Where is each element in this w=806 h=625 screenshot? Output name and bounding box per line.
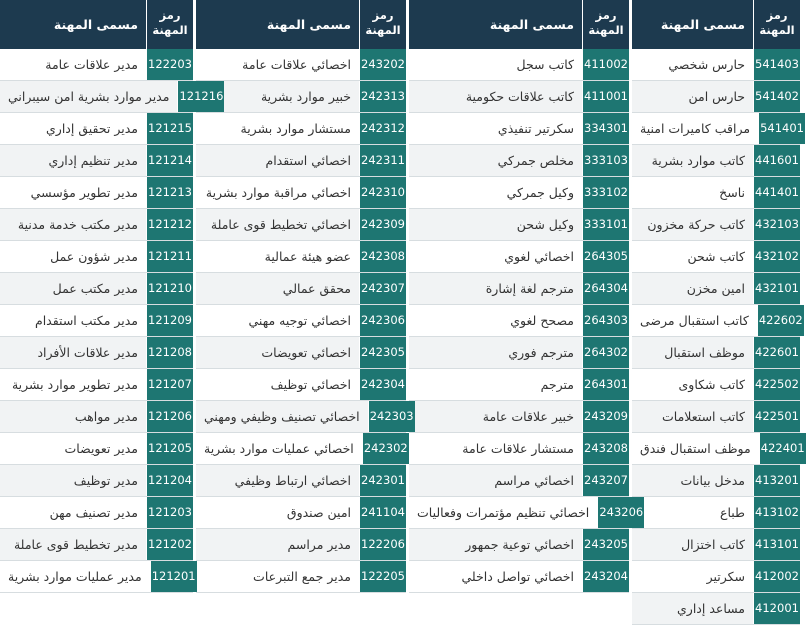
- occupation-table-column-4: [0, 0, 224, 593]
- table-row: [196, 465, 406, 497]
- occupation-title: مدير توظيف: [73, 473, 138, 488]
- occupation-title: كاتب موارد بشرية: [651, 153, 745, 168]
- table-row: [632, 465, 800, 497]
- occupation-code: 121214: [146, 145, 193, 176]
- occupation-code: 122203: [146, 49, 193, 80]
- occupation-title: مصحح لغوي: [510, 313, 574, 328]
- table-row: [632, 113, 804, 145]
- table-row: [196, 81, 406, 113]
- occupation-code: 412001: [753, 593, 800, 624]
- occupation-code: 242303: [368, 401, 415, 432]
- occupation-title: مترجم لغة إشارة: [485, 281, 574, 296]
- table-row: [409, 433, 629, 465]
- occupation-title: مدير تطوير موارد بشرية: [11, 377, 138, 392]
- table-header: [632, 0, 800, 49]
- occupation-code: 242302: [362, 433, 409, 464]
- occupation-title: كاتب استقبال مرضى: [640, 313, 749, 328]
- occupation-title: موظف استقبال: [664, 345, 745, 360]
- table-header: [196, 0, 406, 49]
- table-header: [409, 0, 629, 49]
- occupation-title: مدير شؤون عمل: [50, 249, 138, 264]
- occupation-title: مستشار علاقات عامة: [462, 441, 574, 456]
- table-row: [196, 497, 406, 529]
- occupation-title: مترجم فوري: [508, 345, 574, 360]
- table-row: [196, 401, 414, 433]
- occupation-code: 411001: [582, 81, 629, 112]
- occupation-title: مدير تصنيف مهن: [49, 505, 138, 520]
- occupation-code: 243202: [359, 49, 406, 80]
- table-row: [196, 113, 406, 145]
- table-row: [409, 369, 629, 401]
- occupation-title: اخصائي تخطيط قوى عاملة: [210, 217, 351, 232]
- occupation-title-header: مسمى المهنة: [660, 17, 745, 32]
- occupation-code: 422401: [759, 433, 806, 464]
- table-row: [632, 305, 803, 337]
- table-row: [632, 81, 800, 113]
- occupation-code-header: رمز المهنة: [753, 0, 800, 49]
- table-row: [0, 561, 196, 593]
- occupation-code: 441601: [753, 145, 800, 176]
- table-row: [196, 305, 406, 337]
- table-row: [0, 337, 193, 369]
- table-row: [632, 593, 800, 625]
- occupation-code: 413201: [753, 465, 800, 496]
- occupation-code: 264304: [582, 273, 629, 304]
- occupation-code: 432101: [753, 273, 800, 304]
- occupation-code: 412002: [753, 561, 800, 592]
- occupation-code: 121207: [146, 369, 193, 400]
- occupation-title: اخصائي عمليات موارد بشرية: [204, 441, 354, 456]
- occupation-title: مدير مكتب استقدام: [34, 313, 138, 328]
- occupation-title: مدير موارد بشرية امن سيبراني: [8, 89, 170, 104]
- occupation-title: حارس شخصي: [668, 57, 745, 72]
- occupation-title: مدير مكتب عمل: [52, 281, 138, 296]
- occupation-code: 121203: [146, 497, 193, 528]
- occupation-title: وكيل جمركي: [506, 185, 574, 200]
- occupation-code: 121210: [146, 273, 193, 304]
- occupation-code: 422601: [753, 337, 800, 368]
- table-row: [632, 177, 800, 209]
- table-row: [632, 145, 800, 177]
- occupation-code: 242308: [359, 241, 406, 272]
- occupation-title: مدير مواهب: [74, 409, 138, 424]
- occupation-title: مراقب كاميرات امنية: [640, 121, 751, 136]
- occupation-title: اخصائي تنظيم مؤتمرات وفعاليات: [417, 505, 590, 520]
- table-row: [632, 433, 805, 465]
- occupation-title-header: مسمى المهنة: [266, 17, 351, 32]
- occupation-title: اخصائي مراسم: [494, 473, 574, 488]
- table-row: [409, 49, 629, 81]
- occupation-code: 243206: [597, 497, 644, 528]
- table-row: [409, 497, 644, 529]
- table-row: [0, 529, 193, 561]
- occupation-title: مدخل بيانات: [680, 473, 745, 488]
- occupation-title: مترجم: [540, 377, 574, 392]
- occupation-title: كاتب شكاوى: [678, 377, 745, 392]
- table-row: [409, 209, 629, 241]
- table-row: [0, 465, 193, 497]
- occupation-code: 243204: [582, 561, 629, 592]
- occupation-title: كاتب سجل: [516, 57, 574, 72]
- occupation-code: 122206: [359, 529, 406, 560]
- occupation-title: خبير علاقات عامة: [482, 409, 574, 424]
- table-row: [409, 305, 629, 337]
- table-row: [632, 369, 800, 401]
- occupation-code: 541403: [753, 49, 800, 80]
- table-row: [196, 209, 406, 241]
- occupation-code: 441401: [753, 177, 800, 208]
- table-row: [632, 497, 800, 529]
- occupation-title: كاتب علاقات حكومية: [465, 89, 574, 104]
- occupation-code: 121216: [177, 81, 224, 112]
- occupation-title: سكرتير تنفيذي: [497, 121, 574, 136]
- table-row: [0, 177, 193, 209]
- occupation-code: 243205: [582, 529, 629, 560]
- occupation-code: 413102: [753, 497, 800, 528]
- occupation-code: 121204: [146, 465, 193, 496]
- occupation-title: مدير جمع التبرعات: [253, 569, 351, 584]
- occupation-code: 333101: [582, 209, 629, 240]
- occupation-title: مدير تطوير مؤسسي: [30, 185, 138, 200]
- occupation-code: 264301: [582, 369, 629, 400]
- table-row: [0, 305, 193, 337]
- occupation-code: 242309: [359, 209, 406, 240]
- occupation-title: خبير موارد بشرية: [260, 89, 351, 104]
- occupation-code: 242311: [359, 145, 406, 176]
- occupation-code: 121206: [146, 401, 193, 432]
- occupation-code: 121211: [146, 241, 193, 272]
- occupation-title: كاتب اختزال: [681, 537, 745, 552]
- occupation-title: حارس امن: [688, 89, 745, 104]
- occupation-code: 121205: [146, 433, 193, 464]
- table-row: [196, 49, 406, 81]
- occupation-code: 121202: [146, 529, 193, 560]
- occupation-title: اخصائي توظيف: [270, 377, 351, 392]
- occupation-code: 333102: [582, 177, 629, 208]
- occupation-code: 242305: [359, 337, 406, 368]
- occupation-title: مدير مكتب خدمة مدنية: [17, 217, 138, 232]
- occupation-code: 242310: [359, 177, 406, 208]
- occupation-title: اخصائي توجيه مهني: [248, 313, 351, 328]
- occupation-title: طباع: [720, 505, 745, 520]
- occupation-code: 241104: [359, 497, 406, 528]
- table-row: [196, 177, 406, 209]
- occupation-code: 121212: [146, 209, 193, 240]
- occupation-code: 121209: [146, 305, 193, 336]
- occupation-code: 121215: [146, 113, 193, 144]
- occupation-code: 264303: [582, 305, 629, 336]
- table-row: [632, 337, 800, 369]
- table-row: [0, 209, 193, 241]
- table-row: [196, 433, 406, 465]
- table-row: [632, 241, 800, 273]
- occupation-code: 413101: [753, 529, 800, 560]
- occupation-code: 242313: [359, 81, 406, 112]
- table-row: [196, 145, 406, 177]
- table-row: [0, 49, 193, 81]
- occupation-code-header: رمز المهنة: [582, 0, 629, 49]
- occupation-title: اخصائي تواصل داخلي: [461, 569, 574, 584]
- occupation-code: 333103: [582, 145, 629, 176]
- occupation-code: 541402: [753, 81, 800, 112]
- table-row: [196, 561, 406, 593]
- occupation-code: 243209: [582, 401, 629, 432]
- table-row: [632, 529, 800, 561]
- occupation-title: سكرتير: [706, 569, 745, 584]
- table-row: [409, 145, 629, 177]
- occupation-code: 541401: [758, 113, 805, 144]
- table-row: [409, 273, 629, 305]
- table-row: [409, 81, 629, 113]
- table-row: [632, 401, 800, 433]
- table-row: [409, 465, 629, 497]
- table-row: [632, 49, 800, 81]
- occupation-title: اخصائي استقدام: [265, 153, 351, 168]
- table-row: [0, 241, 193, 273]
- table-row: [409, 241, 629, 273]
- table-row: [196, 337, 406, 369]
- occupation-title: مستشار موارد بشرية: [240, 121, 351, 136]
- table-row: [0, 145, 193, 177]
- occupation-title: مدير تعويضات: [64, 441, 138, 456]
- occupation-code: 121213: [146, 177, 193, 208]
- occupation-code: 121201: [150, 561, 197, 592]
- occupation-code: 422502: [753, 369, 800, 400]
- occupation-title: كاتب حركة مخزون: [647, 217, 745, 232]
- occupation-code: 243207: [582, 465, 629, 496]
- occupation-title: كاتب شحن: [687, 249, 745, 264]
- occupation-code: 411002: [582, 49, 629, 80]
- occupation-title-header: مسمى المهنة: [489, 17, 574, 32]
- table-row: [0, 81, 224, 113]
- table-row: [196, 369, 406, 401]
- occupation-title: اخصائي لغوي: [504, 249, 574, 264]
- table-row: [0, 401, 193, 433]
- table-row: [409, 337, 629, 369]
- occupation-title: محقق عمالي: [282, 281, 351, 296]
- table-row: [632, 561, 800, 593]
- occupation-table-column-1: [632, 0, 805, 625]
- occupation-code: 243208: [582, 433, 629, 464]
- table-row: [0, 273, 193, 305]
- occupation-code: 264302: [582, 337, 629, 368]
- occupation-table-column-3: [196, 0, 414, 593]
- occupation-code: 242301: [359, 465, 406, 496]
- table-row: [0, 369, 193, 401]
- occupation-title: مدير علاقات الأفراد: [37, 345, 138, 360]
- occupation-title: اخصائي توعية جمهور: [465, 537, 574, 552]
- occupation-code: 422501: [753, 401, 800, 432]
- occupation-title: عضو هيئة عمالية: [264, 249, 351, 264]
- occupation-title-header: مسمى المهنة: [53, 17, 138, 32]
- occupation-title: موظف استقبال فندق: [640, 441, 751, 456]
- occupation-code: 242307: [359, 273, 406, 304]
- occupation-title: مدير تخطيط قوى عاملة: [13, 537, 138, 552]
- occupation-code: 334301: [582, 113, 629, 144]
- table-row: [409, 561, 629, 593]
- table-row: [196, 529, 406, 561]
- occupation-code: 432103: [753, 209, 800, 240]
- occupation-code: 264305: [582, 241, 629, 272]
- occupation-code: 242312: [359, 113, 406, 144]
- occupation-title: مخلص جمركي: [497, 153, 574, 168]
- table-row: [409, 401, 629, 433]
- occupation-title: مدير عمليات موارد بشرية: [8, 569, 142, 584]
- occupation-code: 432102: [753, 241, 800, 272]
- table-row: [409, 529, 629, 561]
- table-row: [632, 273, 800, 305]
- occupation-title: اخصائي علاقات عامة: [242, 57, 351, 72]
- occupation-code: 121208: [146, 337, 193, 368]
- table-row: [196, 273, 406, 305]
- table-header: [0, 0, 193, 49]
- table-row: [409, 177, 629, 209]
- table-row: [196, 241, 406, 273]
- table-row: [0, 113, 193, 145]
- table-row: [0, 497, 193, 529]
- occupation-title: ناسخ: [719, 185, 745, 200]
- occupation-title: وكيل شحن: [516, 217, 574, 232]
- occupation-code: 242304: [359, 369, 406, 400]
- occupation-code: 122205: [359, 561, 406, 592]
- occupation-code: 242306: [359, 305, 406, 336]
- occupation-title: اخصائي مراقبة موارد بشرية: [205, 185, 351, 200]
- table-row: [632, 209, 800, 241]
- occupation-title: اخصائي ارتباط وظيفي: [234, 473, 351, 488]
- occupation-title: اخصائي تعويضات: [261, 345, 351, 360]
- occupation-code: 422602: [757, 305, 804, 336]
- occupation-title: اخصائي تصنيف وظيفي ومهني: [204, 409, 360, 424]
- occupation-title: مدير تحقيق إداري: [46, 121, 138, 136]
- table-row: [409, 113, 629, 145]
- occupation-title: كاتب استعلامات: [662, 409, 745, 424]
- occupation-title: امين مخزن: [686, 281, 745, 296]
- occupation-title: امين صندوق: [286, 505, 351, 520]
- table-row: [0, 433, 193, 465]
- occupation-title: مدير تنظيم إداري: [48, 153, 138, 168]
- occupation-code-header: رمز المهنة: [146, 0, 193, 49]
- occupation-title: مساعد إداري: [677, 601, 745, 616]
- occupation-title: مدير علاقات عامة: [45, 57, 138, 72]
- occupation-table-column-2: [409, 0, 644, 593]
- occupation-code-header: رمز المهنة: [359, 0, 406, 49]
- occupation-title: مدير مراسم: [287, 537, 351, 552]
